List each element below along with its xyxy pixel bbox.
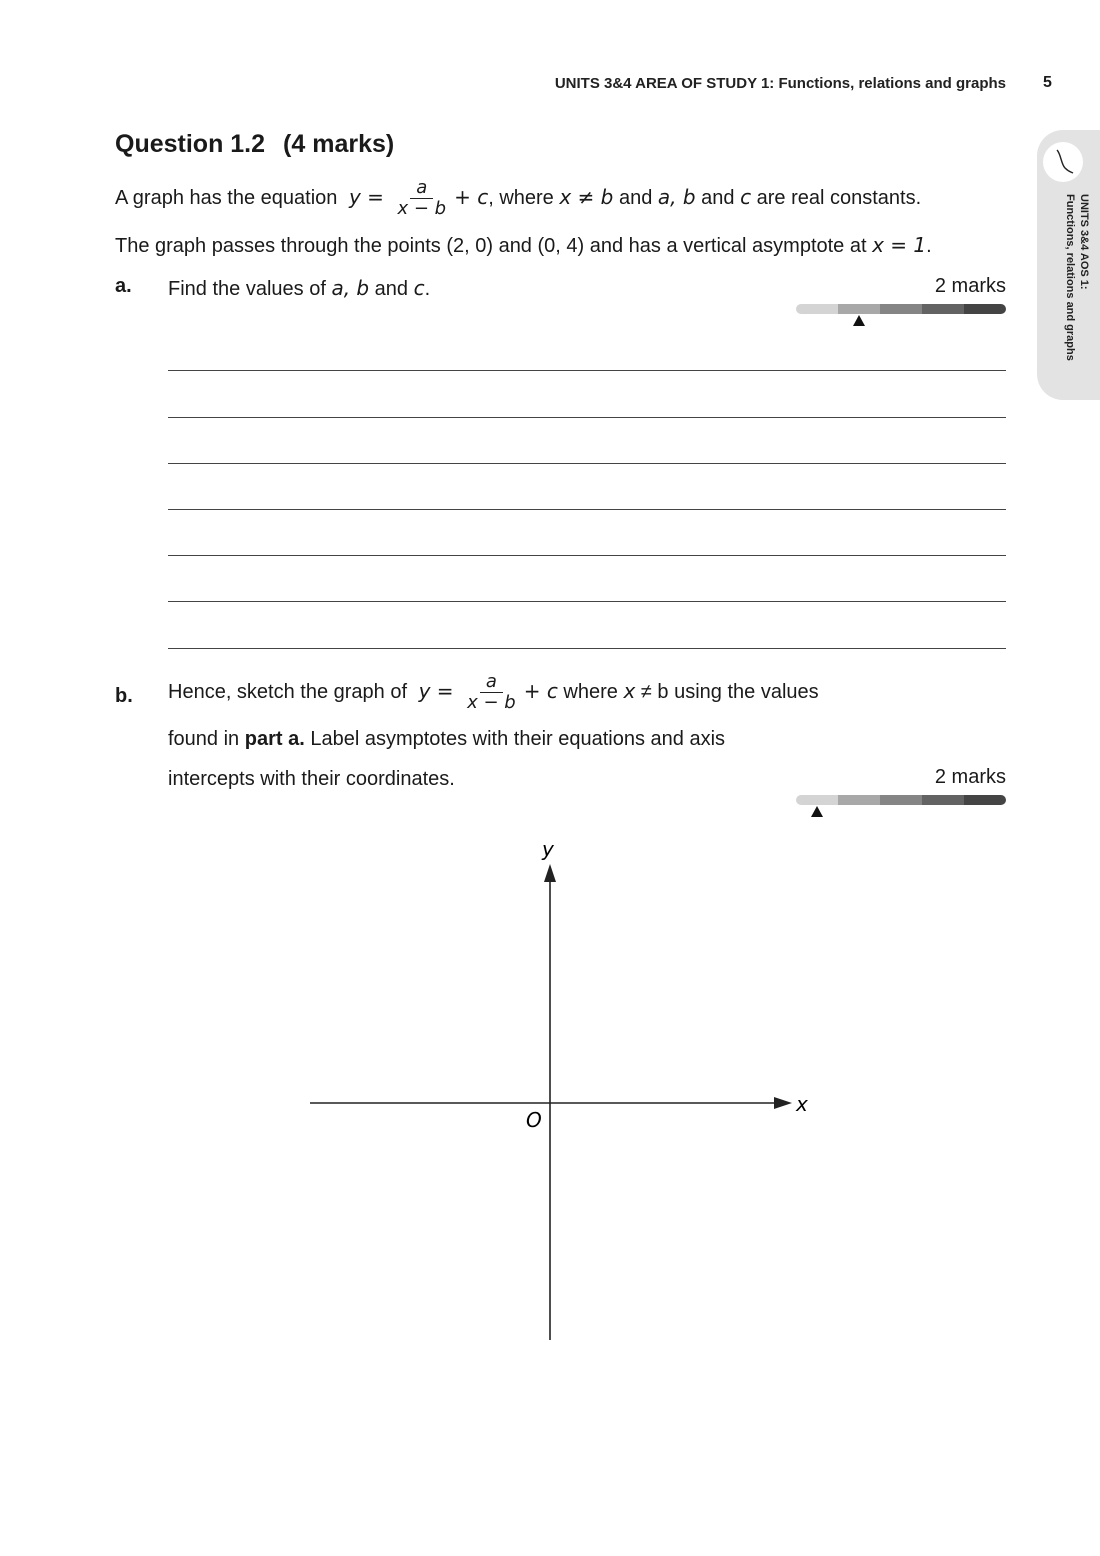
part-b-line2 [168, 726, 725, 752]
fraction-denominator: x − b [397, 198, 447, 219]
difficulty-segment [922, 304, 964, 314]
answer-line[interactable] [168, 601, 1006, 602]
intro-and2: and [701, 186, 735, 209]
intro-prefix: A graph has the equation [115, 186, 338, 209]
asymptote-eq: x = 1 [872, 233, 927, 257]
difficulty-segment [838, 795, 880, 805]
intro-and: and [618, 186, 653, 209]
y-axis-label: y [542, 837, 554, 861]
part-b-cond-rest: ≠ b using the values [640, 680, 819, 703]
intro-mid: , where [488, 186, 554, 209]
side-tab-label [1047, 194, 1091, 394]
part-b-difficulty-pointer [811, 806, 823, 817]
page-number: 5 [1043, 74, 1052, 91]
part-b-fraction [461, 672, 522, 713]
part-a-marks: 2 marks [934, 275, 1006, 297]
difficulty-segment [838, 304, 880, 314]
part-a-label: a. [115, 275, 132, 297]
difficulty-segment [880, 304, 922, 314]
constants: a, b [657, 184, 696, 209]
part-a-prefix: Find the values of [168, 278, 326, 300]
answer-line[interactable] [168, 509, 1006, 510]
answer-line[interactable] [168, 555, 1006, 556]
part-b-line2-suffix: Label asymptotes with their equations and axis [310, 728, 726, 750]
question-number: Question 1.2 [115, 130, 266, 158]
difficulty-segment [964, 304, 1006, 314]
part-a-end: . [424, 278, 431, 300]
part-a-var-c: c [413, 276, 425, 300]
part-a-difficulty-pointer [853, 315, 865, 326]
part-a-text [168, 275, 430, 302]
answer-line[interactable] [168, 370, 1006, 371]
part-a-vars: a, b [331, 276, 370, 300]
difficulty-segment [796, 795, 838, 805]
part-b-fraction-numerator: a [480, 672, 503, 693]
part-b-line2-prefix: found in [168, 728, 240, 750]
part-a-and: and [374, 278, 409, 300]
fraction-numerator: a [410, 178, 433, 199]
line2-prefix: The graph passes through the points (2, 0) and (0, 4) and has a vertical asymptote at [115, 235, 867, 257]
answer-line[interactable] [168, 648, 1006, 649]
origin-label: O [526, 1108, 542, 1132]
part-b-line3: intercepts with their coordinates. [168, 768, 455, 790]
intro-suffix: are real constants. [756, 186, 922, 209]
part-b-difficulty-bar [796, 795, 1006, 805]
line2-end: . [926, 235, 932, 257]
y-axis-arrow [544, 864, 556, 882]
eq-tail: + c [454, 184, 489, 209]
part-b-cond-x: x [623, 678, 636, 703]
sketch-axes[interactable] [300, 830, 820, 1350]
answer-line[interactable] [168, 417, 1006, 418]
x-axis-arrow [774, 1097, 792, 1109]
question-title [115, 130, 394, 159]
curve-icon [1043, 142, 1083, 182]
part-b-line2-bold: part a. [244, 728, 305, 750]
part-b-prefix: Hence, sketch the graph of [168, 680, 408, 703]
difficulty-segment [880, 795, 922, 805]
answer-line[interactable] [168, 463, 1006, 464]
condition: x ≠ b [559, 184, 614, 209]
part-b-fraction-denominator: x − b [467, 692, 516, 713]
part-a-difficulty-bar [796, 304, 1006, 314]
question-marks: (4 marks) [283, 130, 395, 158]
difficulty-segment [922, 795, 964, 805]
part-b-where: where [563, 680, 618, 703]
difficulty-segment [964, 795, 1006, 805]
running-header: UNITS 3&4 AREA OF STUDY 1: Functions, relations and graphs [554, 75, 1006, 92]
difficulty-segment [796, 304, 838, 314]
part-b-eq-tail: + c [523, 678, 558, 703]
question-intro-line1 [115, 178, 921, 219]
part-b-label: b. [115, 685, 133, 707]
part-b-line1 [168, 672, 819, 713]
fraction [391, 178, 452, 219]
question-intro-line2 [115, 232, 932, 259]
part-b-eq-lhs: y = [418, 678, 454, 703]
side-tab [1037, 130, 1100, 400]
constant-c: c [740, 184, 752, 209]
side-tab-line2: Functions, relations and graphs [1064, 194, 1076, 361]
eq-lhs: y = [348, 184, 384, 209]
side-tab-line1: UNITS 3&4 AOS 1: [1078, 194, 1090, 290]
x-axis-label: x [796, 1092, 808, 1116]
part-b-marks: 2 marks [934, 766, 1006, 788]
